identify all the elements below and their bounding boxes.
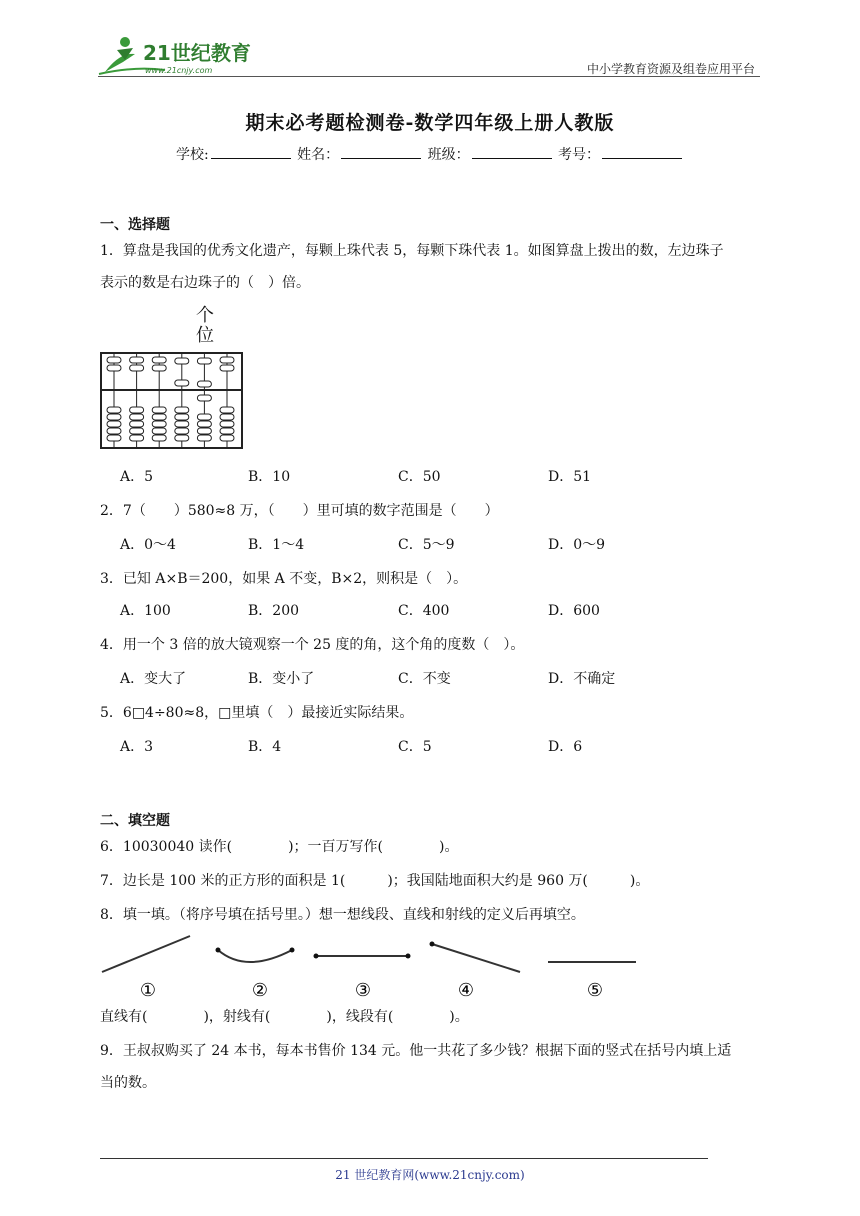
question-2: 2．7（ ）580≈8 万，（ ）里可填的数字范围是（ ） [100, 503, 499, 519]
logo-text: 21世纪教育 [143, 41, 251, 65]
figure-label-4: ④ [457, 980, 475, 1001]
number-blank[interactable] [602, 144, 682, 159]
abacus-bead-lower [107, 414, 121, 420]
question-1-option-b[interactable]: B．10 [248, 469, 291, 485]
class-label: 班级： [427, 147, 470, 163]
line-figure-1 [102, 936, 190, 972]
abacus-bead-lower [175, 407, 189, 413]
abacus-bead-lower [197, 428, 211, 434]
abacus-bead-upper [197, 358, 211, 364]
abacus-bead-upper [220, 357, 234, 363]
abacus-bead-upper [197, 381, 211, 387]
question-3-option-a[interactable]: A．100 [120, 603, 171, 619]
abacus-bead-lower [130, 414, 144, 420]
question-8-answer: 直线有( )，射线有( )，线段有( )。 [100, 1009, 469, 1025]
question-5-option-d[interactable]: D．6 [548, 739, 583, 755]
abacus-label-wei: 位 [196, 325, 214, 346]
abacus-bead-lower [175, 414, 189, 420]
abacus-bead-lower [197, 395, 211, 401]
abacus-label-ge: 个 [196, 305, 214, 326]
segment-endpoint-b [406, 954, 411, 959]
question-2-option-d[interactable]: D．0～9 [548, 537, 606, 553]
abacus-bead-lower [220, 407, 234, 413]
abacus-bead-lower [107, 407, 121, 413]
question-4: 4．用一个 3 倍的放大镜观察一个 25 度的角，这个角的度数（ ）。 [100, 637, 525, 653]
figure-label-3: ③ [354, 980, 372, 1001]
segment-endpoint-a [314, 954, 319, 959]
abacus-bead-upper [152, 365, 166, 371]
abacus-bead-lower [220, 421, 234, 427]
question-1-option-c[interactable]: C．50 [398, 469, 441, 485]
school-blank[interactable] [211, 144, 291, 159]
name-blank[interactable] [341, 144, 421, 159]
abacus-bead-lower [197, 421, 211, 427]
footer-text: 21 世纪教育网(www.21cnjy.com) [335, 1168, 525, 1182]
abacus-bead-lower [152, 407, 166, 413]
abacus-bead-lower [220, 428, 234, 434]
question-1-option-d[interactable]: D．51 [548, 469, 592, 485]
abacus-bead-lower [130, 421, 144, 427]
platform-name: 中小学教育资源及组卷应用平台 [586, 62, 755, 76]
question-2-option-b[interactable]: B．1～4 [248, 537, 305, 553]
abacus-bead-lower [197, 414, 211, 420]
abacus-bead-upper [152, 357, 166, 363]
logo-url: www.21cnjy.com [145, 66, 213, 75]
page-title: 期末必考题检测卷-数学四年级上册人教版 [245, 112, 615, 134]
abacus-bead-lower [130, 407, 144, 413]
student-info [0, 144, 860, 164]
abacus-figure [100, 352, 244, 450]
question-3-option-c[interactable]: C．400 [398, 603, 450, 619]
footer-divider [100, 1158, 708, 1159]
question-8: 8．填一填。（将序号填在括号里。）想一想线段、直线和射线的定义后再填空。 [100, 907, 585, 923]
question-3-option-d[interactable]: D．600 [548, 603, 600, 619]
abacus-bead-lower [107, 435, 121, 441]
question-9-line1: 9．王叔叔购买了 24 本书，每本书售价 134 元。他一共花了多少钱？根据下面的竖式在括号内填上适 [100, 1043, 732, 1059]
abacus-bead-upper [220, 365, 234, 371]
abacus-bead-lower [175, 428, 189, 434]
question-1-option-a[interactable]: A．5 [120, 469, 154, 485]
name-label: 姓名： [297, 147, 340, 163]
figure-label-5: ⑤ [586, 980, 604, 1001]
abacus-bead-lower [107, 428, 121, 434]
abacus-bead-lower [107, 421, 121, 427]
question-2-option-c[interactable]: C．5～9 [398, 537, 455, 553]
abacus-place-label [196, 306, 214, 346]
abacus-bead-lower [130, 435, 144, 441]
question-1-line1: 1．算盘是我国的优秀文化遗产，每颗上珠代表 5，每颗下珠代表 1。如图算盘上拨出的数，左边珠子 [100, 243, 724, 259]
question-9-line2: 当的数。 [100, 1075, 156, 1091]
abacus-bead-upper [130, 357, 144, 363]
question-2-option-a[interactable]: A．0～4 [120, 537, 176, 553]
class-blank[interactable] [472, 144, 552, 159]
school-label: 学校: [175, 147, 209, 163]
ray-figure-4 [432, 944, 520, 972]
question-5: 5．6□4÷80≈8，□里填（ ）最接近实际结果。 [100, 705, 414, 721]
abacus-bead-lower [197, 435, 211, 441]
question-4-option-a[interactable]: A．变大了 [120, 671, 187, 687]
section-heading-fill: 二、填空题 [100, 813, 170, 829]
question-4-option-b[interactable]: B．变小了 [248, 671, 315, 687]
curve-endpoint-b [290, 948, 295, 953]
site-logo [95, 32, 255, 78]
question-1-line2: 表示的数是右边珠子的（ ）倍。 [100, 275, 310, 291]
question-4-option-d[interactable]: D．不确定 [548, 671, 616, 687]
ray-endpoint [430, 942, 435, 947]
abacus-bead-lower [152, 435, 166, 441]
figure-label-2: ② [251, 980, 269, 1001]
abacus-bead-lower [220, 414, 234, 420]
question-3-option-b[interactable]: B．200 [248, 603, 300, 619]
question-4-option-c[interactable]: C．不变 [398, 671, 451, 687]
curve-figure-2 [218, 950, 292, 962]
abacus-bead-lower [175, 435, 189, 441]
question-7: 7．边长是 100 米的正方形的面积是 1( )；我国陆地面积大约是 960 万( )。 [100, 873, 650, 889]
abacus-bead-lower [220, 435, 234, 441]
header-divider [98, 76, 760, 77]
abacus-bead-lower [130, 428, 144, 434]
question-6: 6．10030040 读作( )；一百万写作( )。 [100, 839, 459, 855]
curve-endpoint-a [216, 948, 221, 953]
abacus-bead-upper [175, 358, 189, 364]
number-label: 考号： [558, 147, 601, 163]
question-5-option-c[interactable]: C．5 [398, 739, 432, 755]
section-heading-choice: 一、选择题 [100, 217, 170, 233]
lines-figure [96, 928, 656, 1004]
abacus-bead-lower [152, 428, 166, 434]
figure-label-1: ① [139, 980, 157, 1001]
question-5-option-b[interactable]: B．4 [248, 739, 282, 755]
question-5-option-a[interactable]: A．3 [120, 739, 154, 755]
abacus-bead-lower [175, 421, 189, 427]
abacus-bead-upper [107, 365, 121, 371]
question-3: 3．已知 A×B＝200，如果 A 不变，B×2，则积是（ ）。 [100, 571, 468, 587]
abacus-bead-upper [175, 380, 189, 386]
abacus-bead-lower [152, 414, 166, 420]
abacus-bead-lower [152, 421, 166, 427]
abacus-bead-upper [130, 365, 144, 371]
abacus-bead-upper [107, 357, 121, 363]
